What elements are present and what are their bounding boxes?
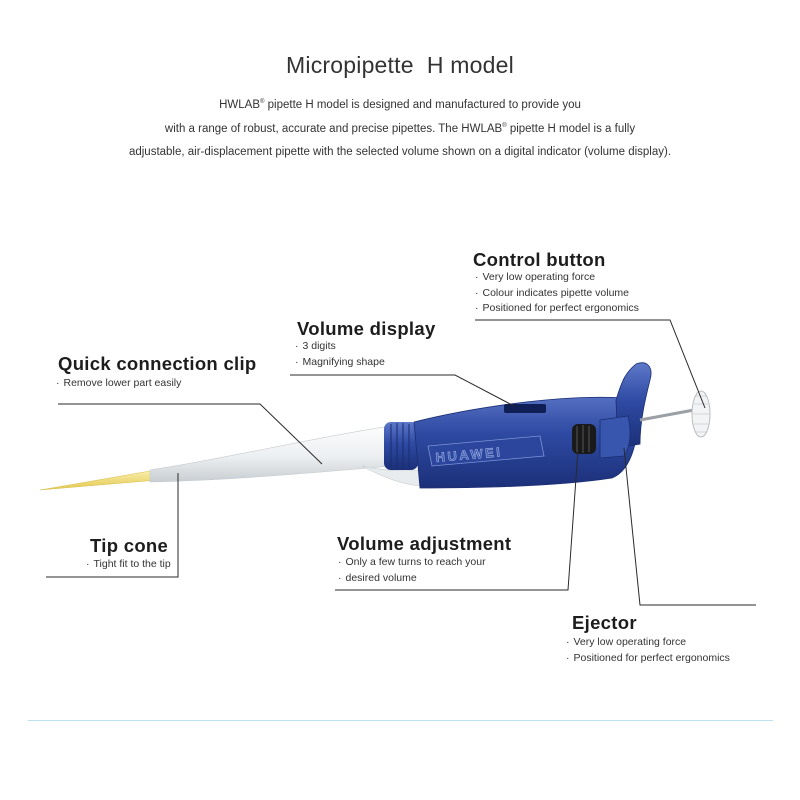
page-title: Micropipette H model [286,52,514,78]
bullet-item: · desired volume [338,571,486,587]
bullet-item: · Very low operating force [475,270,639,286]
intro-text: pipette H model is a fully [506,123,636,135]
callout-control-button-label: Control button [473,249,606,270]
callout-volume-display-bullets [295,339,385,370]
intro-brand: HWLAB [219,99,261,111]
footer-divider [28,720,773,721]
callout-tip-cone-bullets [86,557,171,573]
bullet-item: · Magnifying shape [295,355,385,371]
volume-adjustment-knob [572,424,596,454]
tip-cone-shaft [150,426,392,482]
callout-ejector-label: Ejector [572,612,637,633]
bullet-item: · Positioned for perfect ergonomics [566,651,730,667]
callout-quick-connection-clip-label: Quick connection clip [58,353,257,374]
bullet-item: · 3 digits [295,339,385,355]
pipette-tip [40,470,158,490]
ejector-lever [600,416,630,458]
registered-mark: ® [260,99,265,105]
callout-volume-adjustment-bullets [338,555,486,586]
registered-mark: ® [502,123,507,129]
volume-display-window [504,404,546,413]
leader-ejector [624,448,756,605]
bullet-item: · Positioned for perfect ergonomics [475,301,639,317]
bullet-item: · Tight fit to the tip [86,557,171,573]
callout-control-button-bullets [475,270,639,317]
callout-volume-display-label: Volume display [297,318,436,339]
intro-line-3: adjustable, air-displacement pipette with the selected volume shown on a digital indicator (volume display). [128,146,672,158]
leader-control-button [475,320,705,408]
callout-quick-connection-clip-bullets [56,376,181,392]
bullet-item: · Colour indicates pipette volume [475,286,639,302]
plunger-rod [640,410,694,420]
blue-collar [384,422,418,470]
bullet-item: · Remove lower part easily [56,376,181,392]
device-brand-text: HUAWEI [434,444,504,465]
bullet-item: · Very low operating force [566,635,730,651]
bullet-item: · Only a few turns to reach your [338,555,486,571]
callout-volume-adjustment-label: Volume adjustment [337,533,512,554]
leader-volume-display [290,375,514,406]
intro-text: pipette H model is designed and manufactured to provide you [264,99,581,111]
callout-tip-cone-label: Tip cone [90,535,169,556]
callout-ejector-bullets [566,635,730,666]
intro-text: with a range of robust, accurate and precise pipettes. The HWLAB [164,123,503,135]
